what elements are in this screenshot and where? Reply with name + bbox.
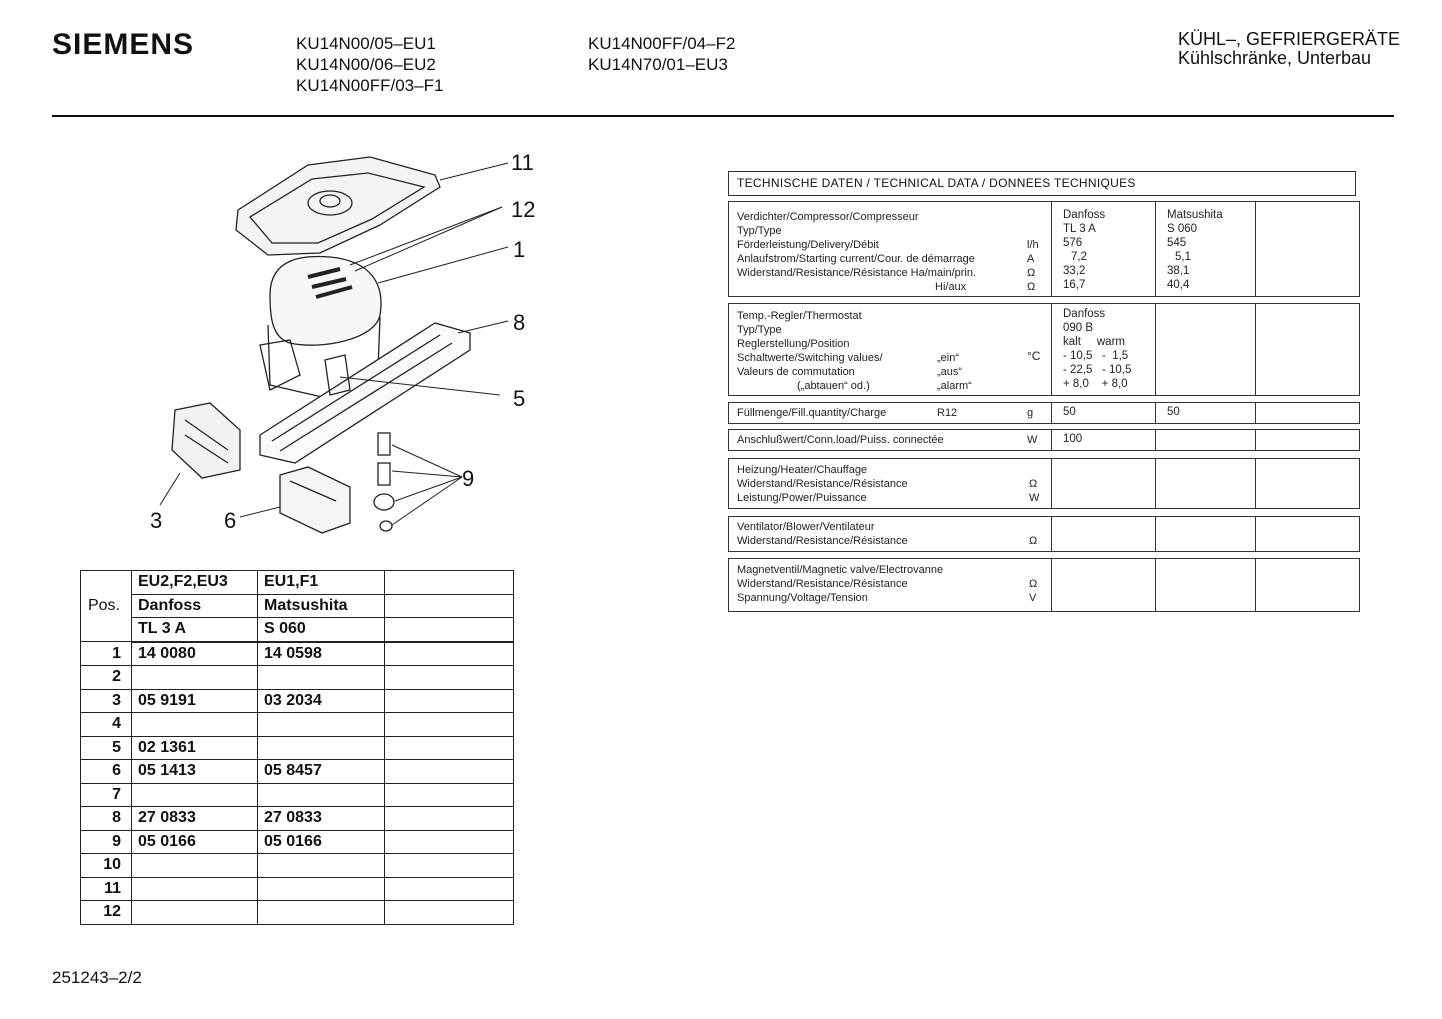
table-row [81, 854, 514, 878]
column-divider [1255, 517, 1256, 551]
col-header: EU2,F2,EU3 [132, 571, 258, 595]
callout-label: 8 [513, 310, 526, 335]
spec-label: Reglerstellung/Position [737, 338, 850, 350]
connection-load-box [728, 429, 1360, 451]
pos-cell: 10 [81, 854, 132, 878]
pos-cell: 5 [81, 736, 132, 760]
empty-cell [385, 807, 514, 831]
column-divider [1255, 559, 1256, 611]
column-divider [1051, 459, 1052, 508]
spec-label: Spannung/Voltage/Tension [737, 592, 868, 604]
spec-unit: °C [1027, 349, 1041, 363]
col-header: S 060 [258, 618, 385, 642]
empty-cell [385, 760, 514, 784]
column-divider [1051, 304, 1052, 395]
pos-cell: 8 [81, 807, 132, 831]
spec-label: Magnetventil/Magnetic valve/Electrovanne [737, 564, 944, 576]
empty-cell [385, 713, 514, 737]
category-subtitle: Kühlschränke, Unterbau [1177, 48, 1372, 68]
pos-cell: 1 [81, 642, 132, 666]
heater-data-box [728, 458, 1360, 509]
spec-value: TL 3 A [1063, 223, 1096, 235]
spec-value: - 10,5 - 1,5 [1063, 350, 1129, 362]
empty-cell [385, 666, 514, 690]
spec-label: Heizung/Heater/Chauffage [737, 464, 868, 476]
empty-cell [385, 618, 514, 642]
part-number [258, 713, 385, 737]
empty-cell [385, 689, 514, 713]
spec-value: - 22,5 - 10,5 [1063, 364, 1132, 376]
spec-value: 576 [1063, 237, 1083, 249]
callout-label: 9 [462, 466, 475, 491]
pos-cell: 4 [81, 713, 132, 737]
part-number: 05 0166 [258, 830, 385, 854]
part-number: 05 9191 [132, 689, 258, 713]
model-number: KU14N00FF/03–F1 [296, 76, 444, 95]
compressor-exploded-drawing [140, 145, 560, 540]
empty-cell [385, 594, 514, 618]
column-divider [1155, 403, 1156, 423]
spec-label: Ventilator/Blower/Ventilateur [737, 521, 875, 533]
table-row [81, 760, 514, 784]
spec-label: Widerstand/Resistance/Résistance [737, 478, 908, 490]
document-number: 251243–2/2 [52, 968, 142, 987]
spec-sublabel: „ein“ [937, 352, 960, 364]
model-list-1 [296, 33, 443, 96]
spec-unit: Ω [1029, 478, 1038, 490]
part-number: 05 8457 [258, 760, 385, 784]
table-row [81, 901, 514, 925]
spec-value: S 060 [1167, 223, 1198, 235]
pos-header: Pos. [81, 571, 132, 642]
compressor-data-box [728, 201, 1360, 297]
part-number [258, 877, 385, 901]
table-row [81, 736, 514, 760]
spec-unit: W [1029, 492, 1040, 504]
col-header: TL 3 A [132, 618, 258, 642]
col-header: Matsushita [258, 594, 385, 618]
table-row [81, 783, 514, 807]
col-header: EU1,F1 [258, 571, 385, 595]
column-divider [1255, 202, 1256, 296]
spec-label: Verdichter/Compressor/Compresseur [737, 211, 919, 223]
spec-label: Typ/Type [737, 225, 782, 237]
pos-cell: 3 [81, 689, 132, 713]
category-title: KÜHL–, GEFRIERGERÄTE [1177, 29, 1400, 49]
header-divider [52, 115, 1394, 117]
spec-label: Anlaufstrom/Starting current/Cour. de démarrage [737, 253, 975, 265]
parts-header-row [81, 618, 514, 642]
spec-sublabel: „alarm“ [937, 380, 972, 392]
column-divider [1255, 430, 1256, 450]
empty-cell [385, 642, 514, 666]
table-row [81, 642, 514, 666]
model-number: KU14N00FF/04–F2 [588, 34, 736, 53]
column-divider [1255, 403, 1256, 423]
pos-cell: 11 [81, 877, 132, 901]
blower-data-box [728, 516, 1360, 552]
mounting-hardware-part [374, 433, 394, 531]
model-number: KU14N00/06–EU2 [296, 55, 436, 74]
spec-label: Widerstand/Resistance/Résistance [737, 578, 908, 590]
spec-value: 545 [1167, 237, 1187, 249]
spec-label: Hi/aux [935, 281, 967, 293]
table-row [81, 807, 514, 831]
part-number [258, 783, 385, 807]
parts-header-row [81, 594, 514, 618]
part-number: 05 0166 [132, 830, 258, 854]
relay-cover-part [280, 467, 350, 533]
part-number [258, 854, 385, 878]
pos-cell: 12 [81, 901, 132, 925]
spec-value: Matsushita [1167, 209, 1223, 221]
callout-label: 3 [150, 508, 163, 533]
spec-label: Schaltwerte/Switching values/ [737, 352, 883, 364]
spec-value: + 8,0 + 8,0 [1063, 378, 1128, 390]
empty-cell [385, 901, 514, 925]
column-divider [1255, 304, 1256, 395]
tech-data-title: TECHNISCHE DATEN / TECHNICAL DATA / DONNEES TECHNIQUES [728, 171, 1356, 196]
spec-value: 38,1 [1167, 265, 1190, 277]
pos-cell: 7 [81, 783, 132, 807]
part-number: 27 0833 [258, 807, 385, 831]
callout-label: 11 [511, 150, 534, 175]
spec-value: Danfoss [1063, 308, 1106, 320]
spec-value: 33,2 [1063, 265, 1086, 277]
empty-cell [385, 854, 514, 878]
spec-value: 50 [1167, 406, 1180, 418]
part-number: 14 0080 [132, 642, 258, 666]
part-number: 14 0598 [258, 642, 385, 666]
spec-label: Widerstand/Resistance/Résistance [737, 535, 908, 547]
model-list-2 [588, 33, 735, 75]
spec-label: („abtauen“ od.) [797, 380, 870, 392]
empty-cell [385, 830, 514, 854]
starter-relay-part [172, 403, 240, 478]
spec-value: Danfoss [1063, 209, 1106, 221]
part-number [132, 666, 258, 690]
empty-cell [385, 571, 514, 595]
table-row [81, 666, 514, 690]
spec-unit: Ω [1029, 535, 1038, 547]
part-number [132, 713, 258, 737]
empty-cell [385, 877, 514, 901]
column-divider [1155, 517, 1156, 551]
spec-unit: l/h [1027, 239, 1039, 251]
pos-cell: 2 [81, 666, 132, 690]
callout-label: 12 [511, 197, 536, 222]
part-number: 05 1413 [132, 760, 258, 784]
pos-cell: 9 [81, 830, 132, 854]
spec-label: Valeurs de commutation [737, 366, 855, 378]
spec-unit: Ω [1029, 578, 1038, 590]
table-row [81, 713, 514, 737]
col-header: Danfoss [132, 594, 258, 618]
column-divider [1051, 403, 1052, 423]
parts-table [80, 570, 514, 925]
spec-value: 50 [1063, 406, 1076, 418]
spec-label: Temp.-Regler/Thermostat [737, 310, 862, 322]
spec-value: 16,7 [1063, 279, 1086, 291]
column-divider [1155, 304, 1156, 395]
brand-logo: SIEMENS [52, 28, 195, 61]
part-number: 02 1361 [132, 736, 258, 760]
part-number [132, 783, 258, 807]
fill-quantity-box [728, 402, 1360, 424]
valve-data-box [728, 558, 1360, 612]
pos-cell: 6 [81, 760, 132, 784]
spec-value: 100 [1063, 433, 1083, 445]
model-number: KU14N70/01–EU3 [588, 55, 728, 74]
table-row [81, 830, 514, 854]
part-number [258, 666, 385, 690]
spec-label: Widerstand/Resistance/Résistance Ha/main/prin. [737, 267, 977, 279]
empty-cell [385, 736, 514, 760]
callout-label: 1 [513, 237, 526, 262]
spec-value: 40,4 [1167, 279, 1190, 291]
part-number [132, 877, 258, 901]
drip-tray-part [236, 157, 440, 255]
spec-value: kalt warm [1063, 336, 1125, 348]
table-row [81, 877, 514, 901]
column-divider [1255, 459, 1256, 508]
spec-label: Füllmenge/Fill.quantity/Charge [737, 407, 887, 419]
spec-unit: g [1027, 407, 1034, 419]
model-number: KU14N00/05–EU1 [296, 34, 436, 53]
column-divider [1051, 517, 1052, 551]
column-divider [1155, 459, 1156, 508]
spec-value: 5,1 [1175, 251, 1191, 263]
column-divider [1155, 430, 1156, 450]
spec-value: 7,2 [1071, 251, 1087, 263]
column-divider [1155, 559, 1156, 611]
spec-unit: A [1027, 253, 1035, 265]
part-number [258, 901, 385, 925]
table-row [81, 689, 514, 713]
column-divider [1051, 202, 1052, 296]
empty-cell [385, 783, 514, 807]
part-number: 03 2034 [258, 689, 385, 713]
part-number [132, 901, 258, 925]
thermostat-data-box [728, 303, 1360, 396]
part-number [258, 736, 385, 760]
callout-label: 5 [513, 386, 526, 411]
spec-label: Typ/Type [737, 324, 782, 336]
product-category [1178, 30, 1400, 68]
spec-refrigerant: R12 [937, 407, 958, 419]
part-number [132, 854, 258, 878]
spec-label: Förderleistung/Delivery/Débit [737, 239, 879, 251]
spec-value: 090 B [1063, 322, 1094, 334]
spec-label: Anschlußwert/Conn.load/Puiss. connectée [737, 434, 944, 446]
column-divider [1051, 559, 1052, 611]
parts-header-row [81, 571, 514, 595]
spec-unit: Ω [1027, 267, 1036, 279]
spec-label: Leistung/Power/Puissance [737, 492, 867, 504]
column-divider [1155, 202, 1156, 296]
part-number: 27 0833 [132, 807, 258, 831]
callout-label: 6 [224, 508, 237, 533]
spec-unit: Ω [1027, 281, 1036, 293]
column-divider [1051, 430, 1052, 450]
spec-unit: W [1027, 434, 1038, 446]
spec-sublabel: „aus“ [937, 366, 963, 378]
spec-unit: V [1029, 592, 1037, 604]
